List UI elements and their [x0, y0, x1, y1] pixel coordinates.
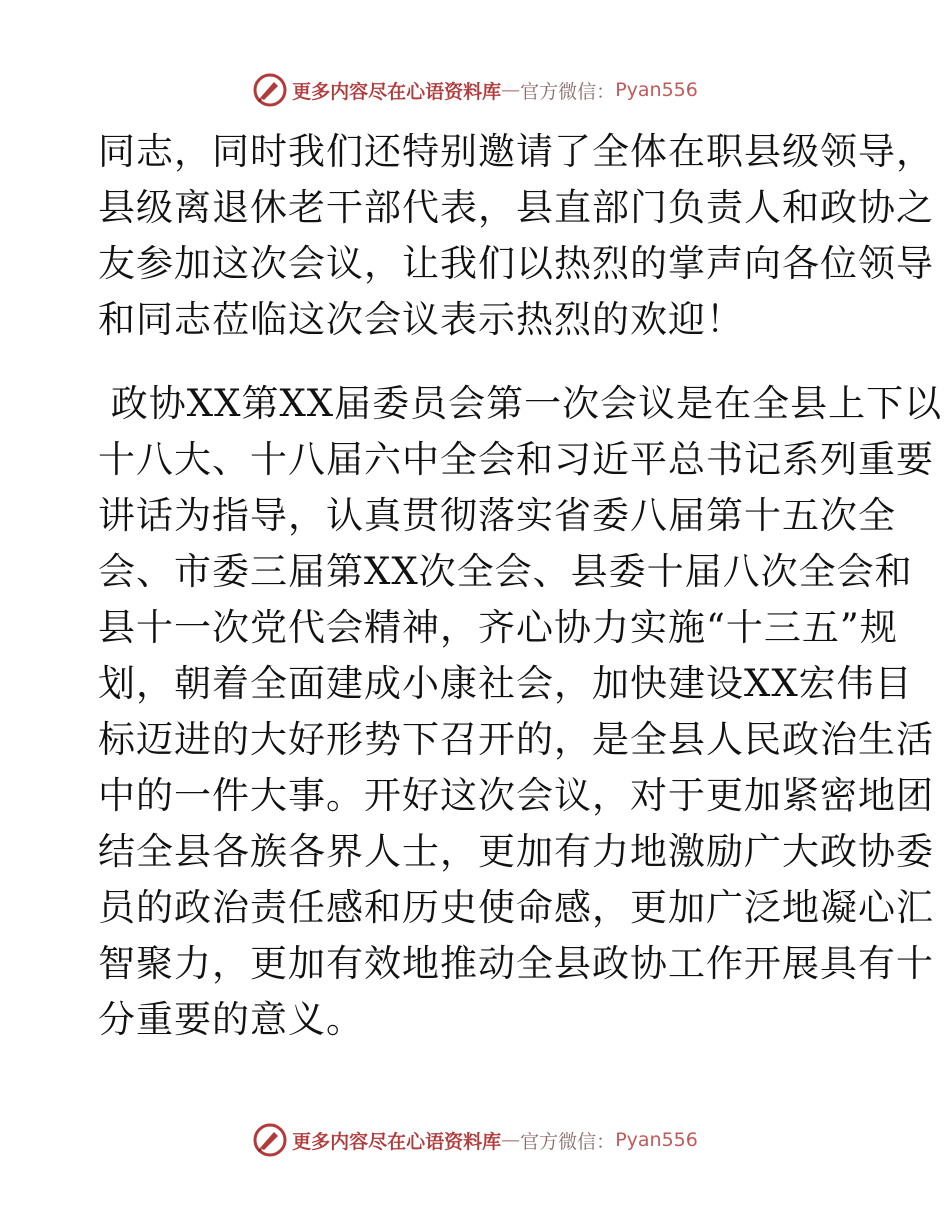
watermark-text: 更多内容尽在心语资料库 — [292, 80, 502, 103]
document-body — [98, 124, 943, 1048]
text-line: 十八大、十八届六中全会和习近平总书记系列重要 — [98, 438, 934, 481]
text-line: 会、市委三届第XX次全会、县委十届八次全会和 — [98, 550, 913, 593]
text-line: 和同志莅临这次会议表示热烈的欢迎！ — [98, 298, 744, 341]
pen-logo-icon — [252, 72, 288, 108]
watermark-text: 更多内容尽在心语资料库 — [292, 1130, 502, 1153]
watermark-label: 官方微信： — [520, 80, 616, 103]
watermark-id: Pyan556 — [615, 79, 698, 101]
text-line: 讲话为指导，认真贯彻落实省委八届第十五次全 — [98, 494, 896, 537]
watermark-separator: — — [501, 79, 521, 101]
header-watermark — [0, 70, 950, 110]
text-line: 中的一件大事。开好这次会议，对于更加紧密地团 — [98, 774, 934, 817]
paragraph-gap — [98, 348, 858, 376]
watermark-separator: — — [501, 1129, 521, 1151]
watermark-id: Pyan556 — [615, 1129, 698, 1151]
text-line: 智聚力，更加有效地推动全县政协工作开展具有十 — [98, 942, 934, 985]
text-line: 县级离退休老干部代表，县直部门负责人和政协之 — [98, 186, 934, 229]
text-line: 县十一次党代会精神，齐心协力实施“十三五”规 — [98, 606, 898, 649]
paragraph-1 — [98, 124, 934, 348]
text-line: 友参加这次会议，让我们以热烈的掌声向各位领导 — [98, 242, 934, 285]
watermark-label: 官方微信： — [520, 1130, 616, 1153]
text-line: 结全县各族各界人士，更加有力地激励广大政协委 — [98, 830, 934, 873]
text-line: 分重要的意义。 — [98, 998, 364, 1041]
text-line: 员的政治责任感和历史使命感，更加广泛地凝心汇 — [98, 886, 934, 929]
text-line: 同志，同时我们还特别邀请了全体在职县级领导， — [98, 130, 934, 173]
paragraph-2 — [98, 376, 943, 1048]
pen-logo-icon — [252, 1122, 288, 1158]
footer-watermark — [0, 1120, 950, 1160]
text-line: 标迈进的大好形势下召开的，是全县人民政治生活 — [98, 718, 934, 761]
text-line: 划，朝着全面建成小康社会，加快建设XX宏伟目 — [98, 662, 913, 705]
text-line: 政协XX第XX届委员会第一次会议是在全县上下以 — [98, 382, 943, 425]
